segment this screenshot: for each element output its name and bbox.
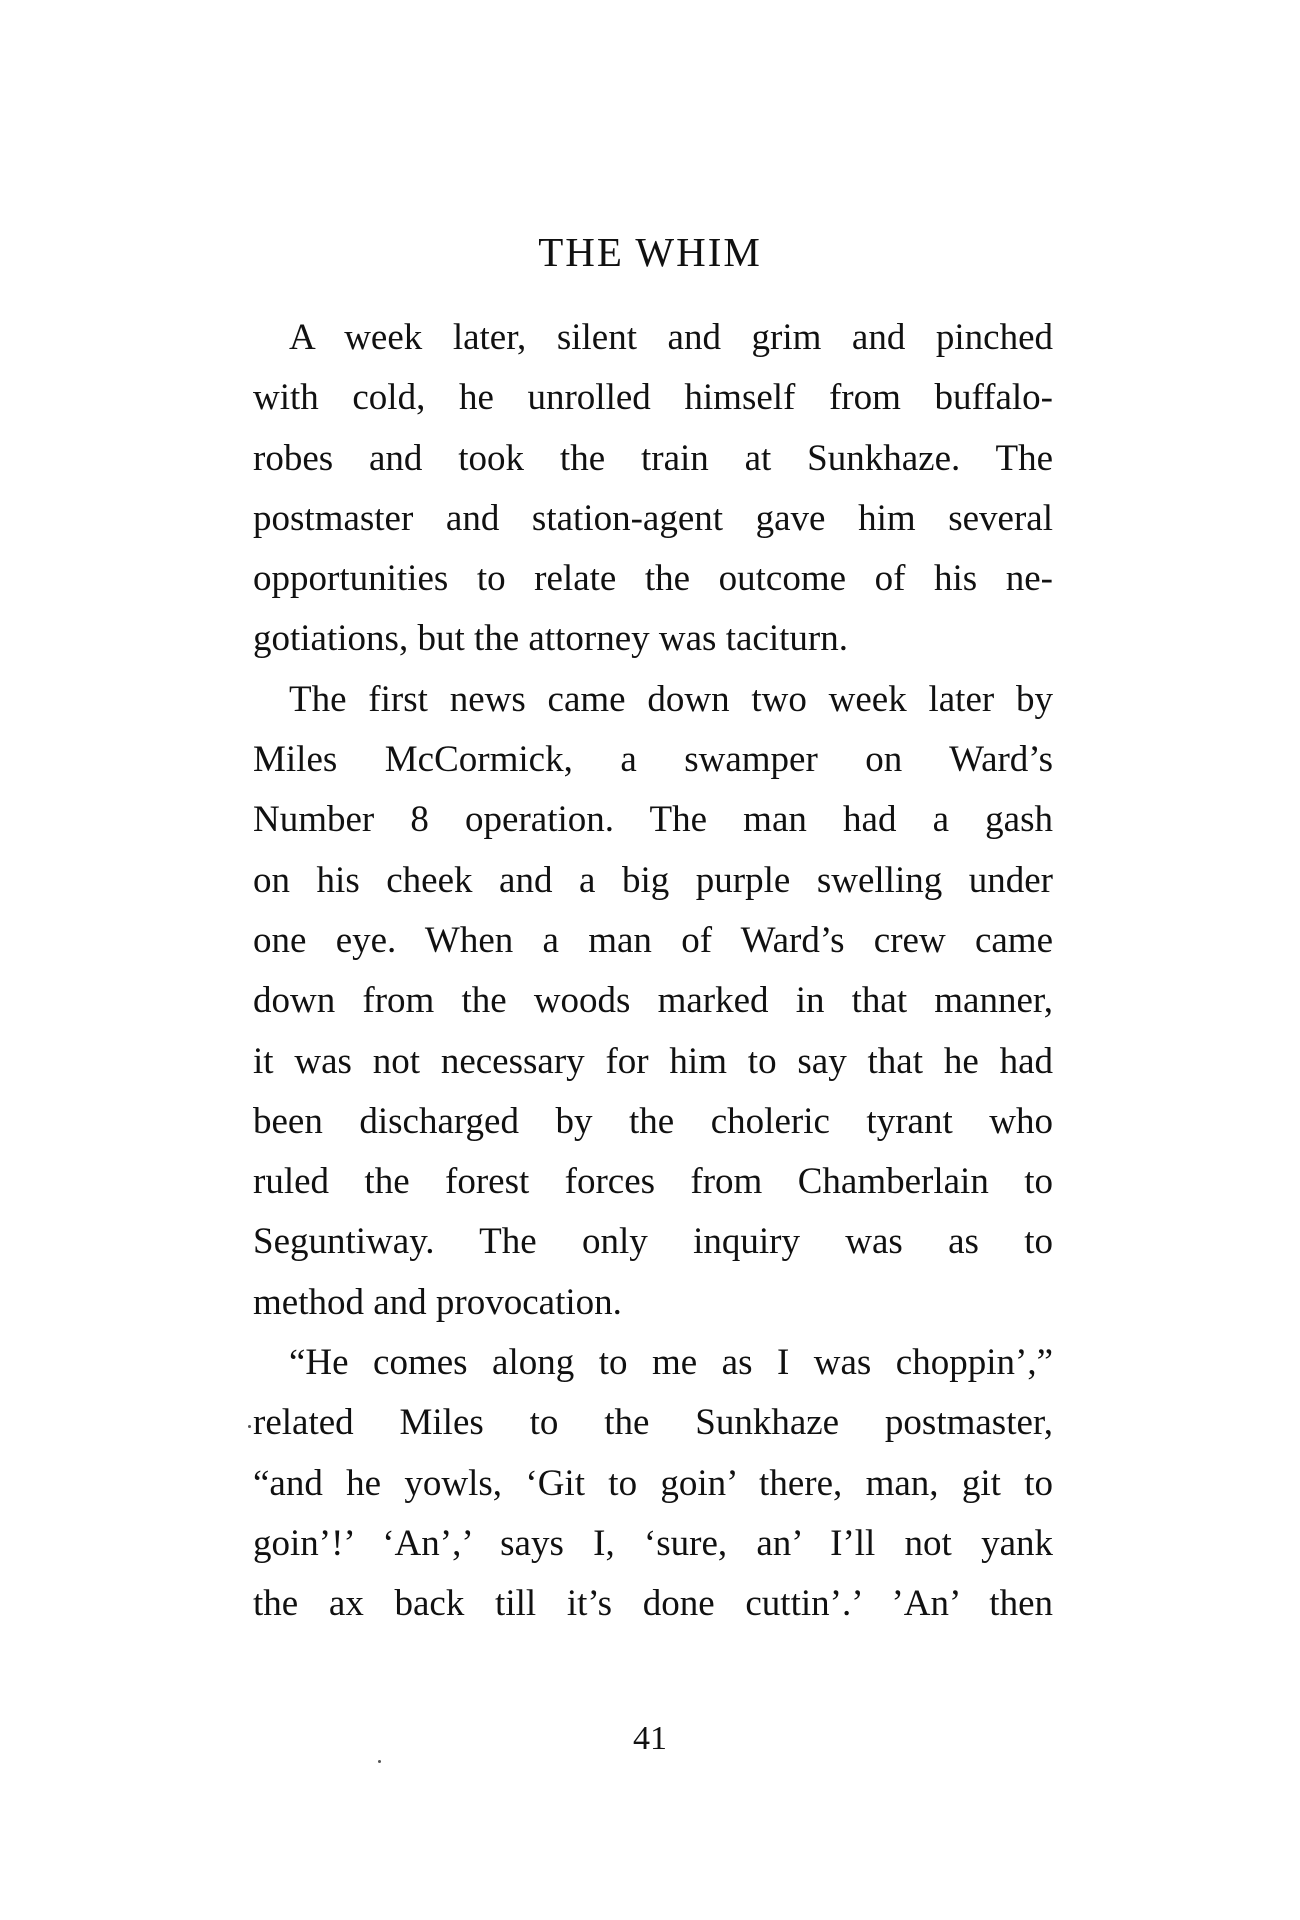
- text-line: robes and took the train at Sunkhaze. The: [253, 437, 1053, 479]
- text-line: related Miles to the Sunkhaze postmaster,: [253, 1402, 1053, 1444]
- text-line: “and he yowls, ‘Git to goin’ there, man, git to: [253, 1462, 1053, 1504]
- text-line: the ax back till it’s done cuttin’.’ ’An’ then: [253, 1583, 1053, 1625]
- text-line: method and provocation.: [253, 1281, 622, 1323]
- running-head: THE WHIM: [538, 229, 762, 275]
- text-line: Seguntiway. The only inquiry was as to: [253, 1221, 1053, 1263]
- body-text: [253, 308, 1053, 1635]
- text-line: on his cheek and a big purple swelling under: [253, 859, 1053, 901]
- text-line: gotiations, but the attorney was taciturn.: [253, 618, 848, 660]
- text-line: goin’!’ ‘An’,’ says I, ‘sure, an’ I’ll not yank: [253, 1522, 1053, 1564]
- text-line: been discharged by the choleric tyrant who: [253, 1100, 1053, 1142]
- text-line: one eye. When a man of Ward’s crew came: [253, 919, 1053, 961]
- text-line: “He comes along to me as I was choppin’,”: [289, 1342, 1053, 1384]
- text-line: Miles McCormick, a swamper on Ward’s: [253, 739, 1053, 781]
- text-line: ruled the forest forces from Chamberlain to: [253, 1161, 1053, 1203]
- ink-speck: [378, 1760, 381, 1763]
- page-number: 41: [633, 1720, 667, 1757]
- text-line: it was not necessary for him to say that he had: [253, 1040, 1053, 1082]
- text-line: The first news came down two week later by: [289, 678, 1053, 720]
- text-line: opportunities to relate the outcome of his ne-: [253, 558, 1053, 600]
- text-line: down from the woods marked in that manner,: [253, 980, 1053, 1022]
- text-line: Number 8 operation. The man had a gash: [253, 799, 1053, 841]
- ink-speck: [248, 1425, 251, 1428]
- text-line: A week later, silent and grim and pinched: [289, 317, 1053, 358]
- text-line: postmaster and station-agent gave him several: [253, 497, 1053, 539]
- text-line: with cold, he unrolled himself from buffalo-: [253, 377, 1053, 419]
